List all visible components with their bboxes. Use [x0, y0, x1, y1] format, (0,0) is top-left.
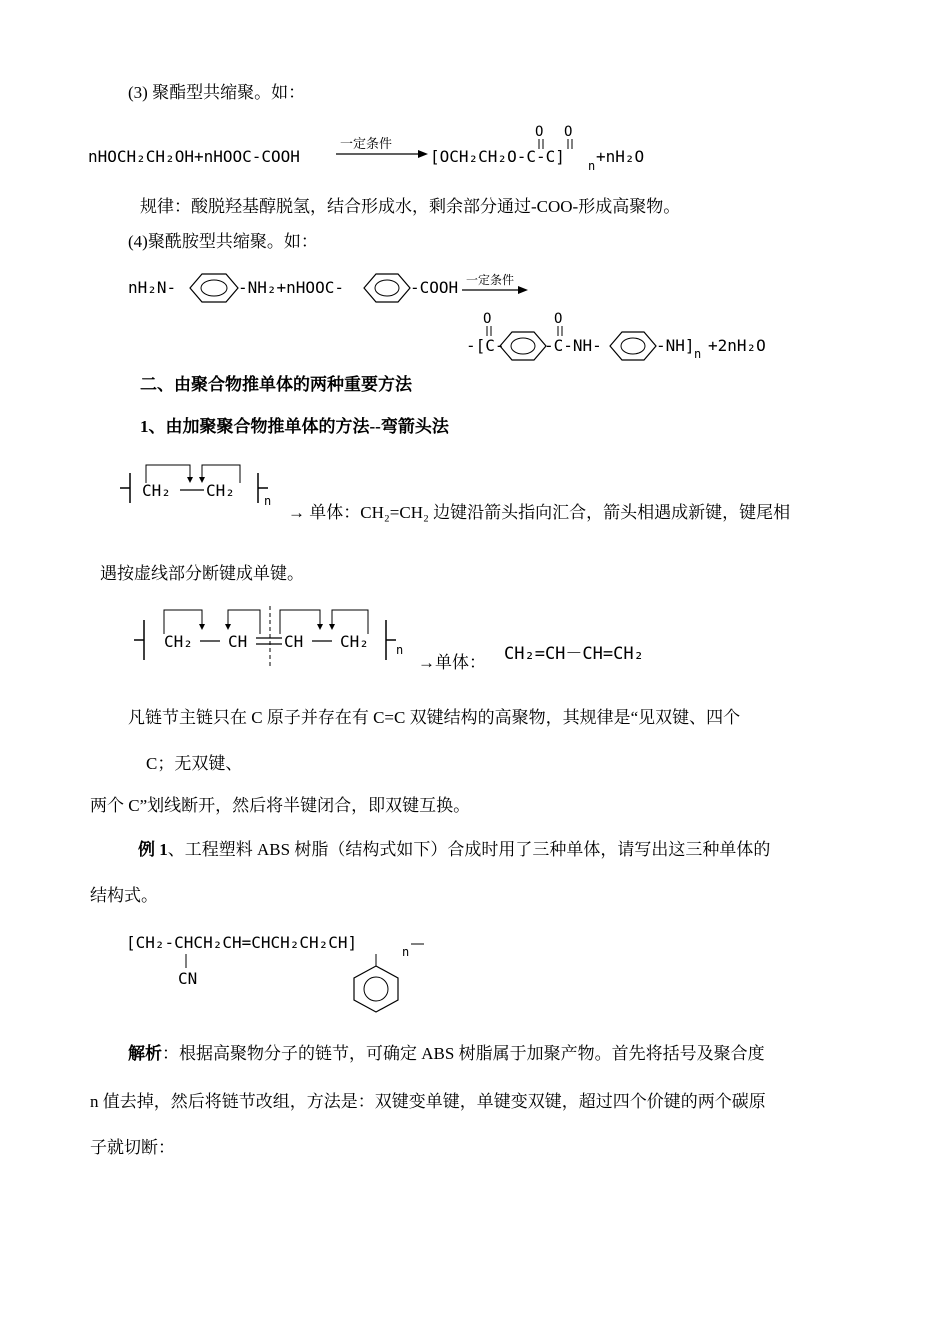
polyamide-equation	[128, 262, 808, 372]
rule-2-line-2: C；无双键、	[146, 754, 243, 773]
eq2-oxygen-2: O	[554, 311, 563, 327]
eq2-left-amine: nH₂N-	[128, 278, 177, 297]
heading-method-1: 1、由加聚聚合物推单体的方法--弯箭头法	[140, 417, 449, 436]
rule-1: 规律：酸脱羟基醇脱氢，结合形成水，剩余部分通过-COO-形成高聚物。	[140, 197, 681, 216]
curved-arrow-example-1	[118, 455, 288, 515]
benzene-ring-icon	[500, 332, 546, 360]
eq1-n: n	[588, 159, 596, 173]
eq2-product-end: -NH]	[656, 336, 695, 355]
eq2-oxygen-1: O	[483, 311, 492, 327]
ex1-description: → 单体：CH₂=CH₂ 边键沿箭头指向汇合，箭头相遇成新键，键尾相	[288, 503, 791, 522]
heading-methods: 二、由聚合物推单体的两种重要方法	[140, 375, 412, 394]
analysis-line-2: n 值去掉，然后将链节改组，方法是：双键变单键，单键变双键，超过四个价键的两个碳原	[90, 1092, 766, 1111]
ex2-g2: CH	[228, 632, 248, 651]
benzene-ring-icon	[364, 274, 410, 302]
eq2-arrowhead	[518, 286, 528, 294]
eq1-oxygen-2: O	[564, 124, 573, 140]
eq2-byproduct: +2nH₂O	[708, 336, 766, 355]
ex1-description-2: 遇按虚线部分断键成单键。	[100, 564, 304, 583]
eq2-mid: -NH₂+nHOOC-	[238, 278, 344, 297]
example-1	[138, 839, 770, 861]
example-1-label: 例 1	[138, 840, 168, 859]
eq1-condition: 一定条件	[340, 137, 393, 152]
eq1-byproduct: +nH₂O	[596, 147, 645, 166]
eq2-condition: 一定条件	[466, 273, 515, 287]
ex2-g4: CH₂	[340, 632, 369, 651]
example-1-text: 、工程塑料 ABS 树脂（结构式如下）合成时用了三种单体，请写出这三种单体的	[167, 840, 771, 859]
ex2-g3: CH	[284, 632, 304, 651]
eq2-acid-end: -COOH	[410, 278, 459, 297]
abs-formula: [CH₂-CHCH₂CH=CHCH₂CH₂CH]	[126, 933, 358, 952]
analysis-text: ：根据高聚物分子的链节，可确定 ABS 树脂属于加聚产物。首先将括号及聚合度	[162, 1044, 765, 1063]
analysis-line-3: 子就切断：	[90, 1138, 175, 1157]
benzene-ring-icon	[190, 274, 238, 302]
benzene-ring-icon	[610, 332, 656, 360]
eq1-reactants: nHOCH₂CH₂OH+nHOOC-COOH	[88, 147, 300, 166]
analysis-label: 解析	[128, 1044, 162, 1063]
rule-2-line-1: 凡链节主链只在 C 原子并存在有 C=C 双键结构的高聚物，其规律是“见双键、四个	[128, 708, 741, 727]
eq1-arrowhead	[418, 150, 428, 158]
ex2-monomer: CH₂=CH－CH=CH₂	[504, 644, 644, 664]
ex1-group-right: CH₂	[206, 481, 235, 500]
eq1-oxygen-1: O	[535, 124, 544, 140]
benzene-ring-icon	[354, 966, 398, 1012]
polyester-equation	[88, 120, 708, 180]
eq2-product-start: -[C-	[466, 336, 505, 355]
section-4-heading: (4)聚酰胺型共缩聚。如：	[128, 232, 318, 251]
eq2-n: n	[694, 347, 702, 361]
rule-2-line-3: 两个 C”划线断开，然后将半键闭合，即双键互换。	[90, 796, 471, 815]
example-1-line-2: 结构式。	[90, 886, 158, 905]
ex2-n: n	[396, 643, 404, 657]
eq2-product-mid: -C-NH-	[544, 336, 602, 355]
analysis-line-1	[128, 1043, 765, 1065]
ex2-arrow-label: →单体：	[418, 653, 486, 672]
eq1-product: [OCH₂CH₂O-C-C]	[430, 147, 565, 166]
ex1-n: n	[264, 494, 272, 508]
section-3-heading: (3) 聚酯型共缩聚。如：	[128, 83, 306, 102]
abs-substituent: CN	[178, 969, 198, 988]
ex1-group-left: CH₂	[142, 481, 171, 500]
ex2-g1: CH₂	[164, 632, 193, 651]
abs-n: n	[402, 945, 410, 959]
abs-structure	[126, 924, 436, 1010]
